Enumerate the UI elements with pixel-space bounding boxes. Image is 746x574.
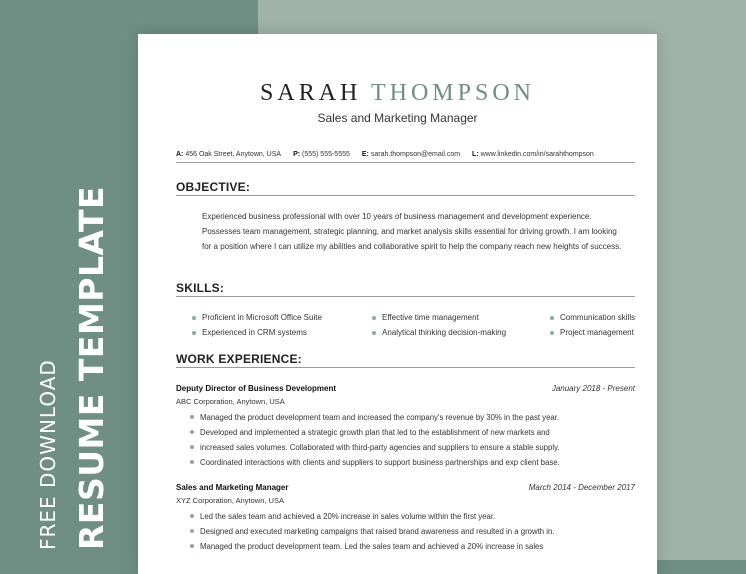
job-entry [176,483,635,554]
job-dates: March 2014 - December 2017 [528,483,635,492]
job-bullets [176,410,635,470]
banner-subtitle: FREE DOWNLOAD [36,359,60,550]
skill-item: Communication skills [548,312,658,323]
divider [176,162,635,163]
divider [176,367,635,368]
job-bullet: Developed and implemented a strategic growth plan that led to the establishment of new markets and [190,425,635,440]
skill-item: Effective time management [370,312,548,323]
job-bullet: Coordinated interactions with clients and suppliers to support business partnerships and exp client base. [190,455,635,470]
resume-role: Sales and Marketing Manager [317,111,478,125]
job-company: XYZ Corporation, Anytown, USA [176,496,284,505]
objective-text: Experienced business professional with over 10 years of business management and development experience. Possesses team management, strategic planning, and market analysis skills essential for driving growth. I am looking for a position where I can utilize my abilities and collaborative spirit to help the company reach new heights of success. [202,212,622,251]
contact-phone: P: (555) 555-5555 [293,151,350,158]
job-title: Deputy Director of Business Development [176,384,337,393]
skill-item: Experienced in CRM systems [190,327,370,338]
job-title: Sales and Marketing Manager [176,483,289,492]
job-bullet: Managed the product development team and increased the company's revenue by 30% in the past year. [190,410,635,425]
contact-email: E: sarah.thompson@email.com [361,151,461,158]
contact-line [176,151,635,158]
resume-name [138,80,657,107]
job-entry [176,384,635,470]
divider [176,195,635,196]
skill-item: Proficient in Microsoft Office Suite [190,312,370,323]
first-name: SARAH [260,80,362,106]
objective-heading: OBJECTIVE: [176,180,251,194]
job-bullet: Designed and executed marketing campaigns that raised brand awareness and resulted in a growth in. [190,524,635,539]
banner-title: RESUME TEMPLATE [72,185,111,550]
job-bullet: Led the sales team and achieved a 20% increase in sales volume within the first year. [190,509,635,524]
skill-item: Project management [548,327,658,338]
last-name: THOMPSON [370,80,535,106]
job-bullets [176,509,635,554]
job-bullet: increased sales volumes. Collaborated with third-party agencies and suppliers to ensure a stable supply. [190,440,635,455]
job-dates: January 2018 - Present [551,384,635,393]
skills-list [190,312,635,338]
contact-linkedin: L: www.linkedin.com/in/sarahthompson [472,151,594,158]
job-bullet: Managed the product development team. Led the sales team and achieved a 20% increase in sales [190,539,635,554]
job-company: ABC Corporation, Anytown, USA [176,397,285,406]
skills-heading: SKILLS: [176,281,225,295]
resume-page [138,34,657,574]
contact-address: A: 456 Oak Street, Anytown, USA [176,151,282,158]
work-heading: WORK EXPERIENCE: [176,352,302,366]
side-banner [0,0,130,560]
skill-item: Analytical thinking decision-making [370,327,548,338]
divider [176,296,635,297]
